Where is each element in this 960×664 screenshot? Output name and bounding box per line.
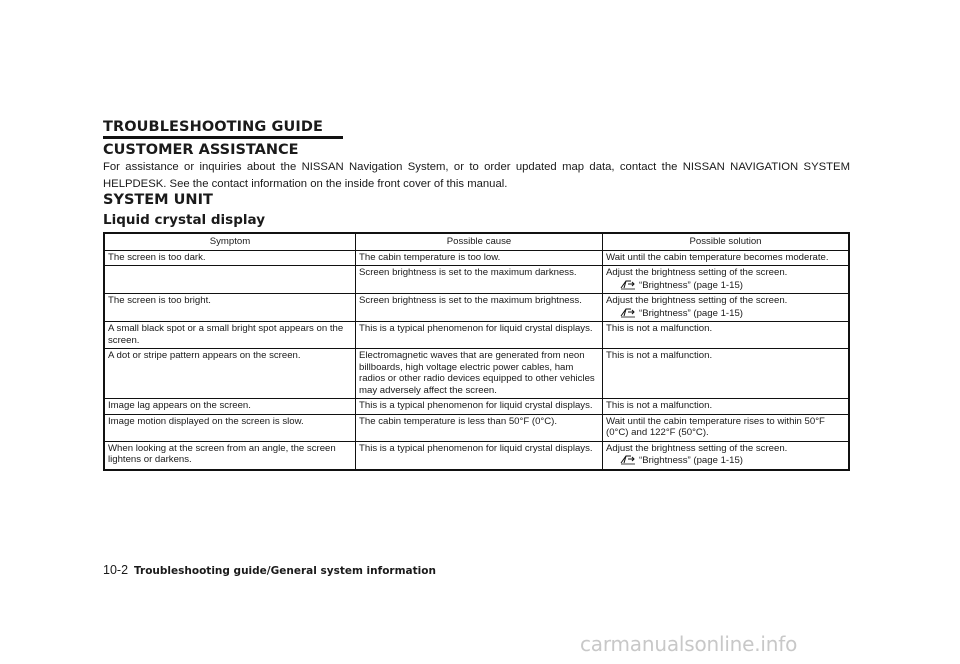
symptom-cell: Image motion displayed on the screen is slow. [104,414,356,441]
customer-assistance-heading: CUSTOMER ASSISTANCE [103,142,299,158]
page-number: 10-2 [103,563,129,577]
table-row [104,266,849,294]
brightness-reference [606,307,845,320]
footer-title: Troubleshooting guide/General system information [134,565,436,577]
reference-text: “Brightness” (page 1-15) [639,279,743,291]
cause-cell: This is a typical phenomenon for liquid crystal displays. [356,322,603,349]
symptom-cell: Image lag appears on the screen. [104,399,356,415]
customer-assistance-text: For assistance or inquiries about the NISSAN Navigation System, or to order updated map data, contact the NISSAN NAVIGATION SYSTEM HELPDESK. See the contact information on the inside front cover of this manual. [103,161,850,190]
reference-text: “Brightness” (page 1-15) [639,455,743,466]
symptom-cell: The screen is too dark. [104,250,356,266]
table-header-row [104,233,849,250]
system-unit-heading: SYSTEM UNIT [103,192,213,208]
cause-cell: Screen brightness is set to the maximum brightness. [356,294,603,322]
solution-cell: This is not a malfunction. [603,322,850,349]
header-solution: Possible solution [603,233,850,250]
solution-cell [603,441,850,470]
solution-cell: Wait until the cabin temperature becomes moderate. [603,250,850,266]
cause-cell: This is a typical phenomenon for liquid crystal displays. [356,399,603,415]
table-row [104,414,849,441]
watermark: carmanualsonline.info [580,632,798,656]
section-title: TROUBLESHOOTING GUIDE [103,118,343,139]
symptom-cell: The screen is too bright. [104,294,356,322]
solution-text: Adjust the brightness setting of the screen. [606,442,788,454]
solution-cell [603,294,850,322]
header-symptom: Symptom [104,233,356,250]
table-row [104,441,849,470]
lcd-troubleshooting-table [103,232,850,471]
cause-cell: Screen brightness is set to the maximum darkness. [356,266,603,294]
header-cause: Possible cause [356,233,603,250]
solution-text: Adjust the brightness setting of the screen. [606,267,788,278]
page-footer [103,563,436,578]
cause-cell: The cabin temperature is less than 50°F (0°C). [356,414,603,441]
table-row [104,250,849,266]
table-row [104,349,849,399]
solution-text: Adjust the brightness setting of the screen. [606,295,788,306]
solution-cell [603,266,850,294]
table-row [104,294,849,322]
lcd-subheading: Liquid crystal display [103,212,265,228]
symptom-cell: When looking at the screen from an angle, the screen lightens or darkens. [104,441,356,470]
solution-cell: This is not a malfunction. [603,349,850,399]
table-row [104,399,849,415]
symptom-cell: A dot or stripe pattern appears on the screen. [104,349,356,399]
cause-cell: This is a typical phenomenon for liquid crystal displays. [356,441,603,470]
reference-icon [620,454,636,465]
table-row [104,322,849,349]
brightness-reference [606,454,845,467]
solution-cell: This is not a malfunction. [603,399,850,415]
reference-text: “Brightness” (page 1-15) [639,307,743,319]
solution-cell: Wait until the cabin temperature rises to within 50°F (0°C) and 122°F (50°C). [603,414,850,441]
reference-icon [620,307,636,318]
cause-cell: The cabin temperature is too low. [356,250,603,266]
brightness-reference [606,279,845,292]
reference-icon [620,279,636,290]
cause-cell: Electromagnetic waves that are generated from neon billboards, high voltage electric power cables, ham radios or other radio devices equipped to other vehicles may adversely affect the screen. [356,349,603,399]
symptom-cell [104,266,356,294]
symptom-cell: A small black spot or a small bright spot appears on the screen. [104,322,356,349]
